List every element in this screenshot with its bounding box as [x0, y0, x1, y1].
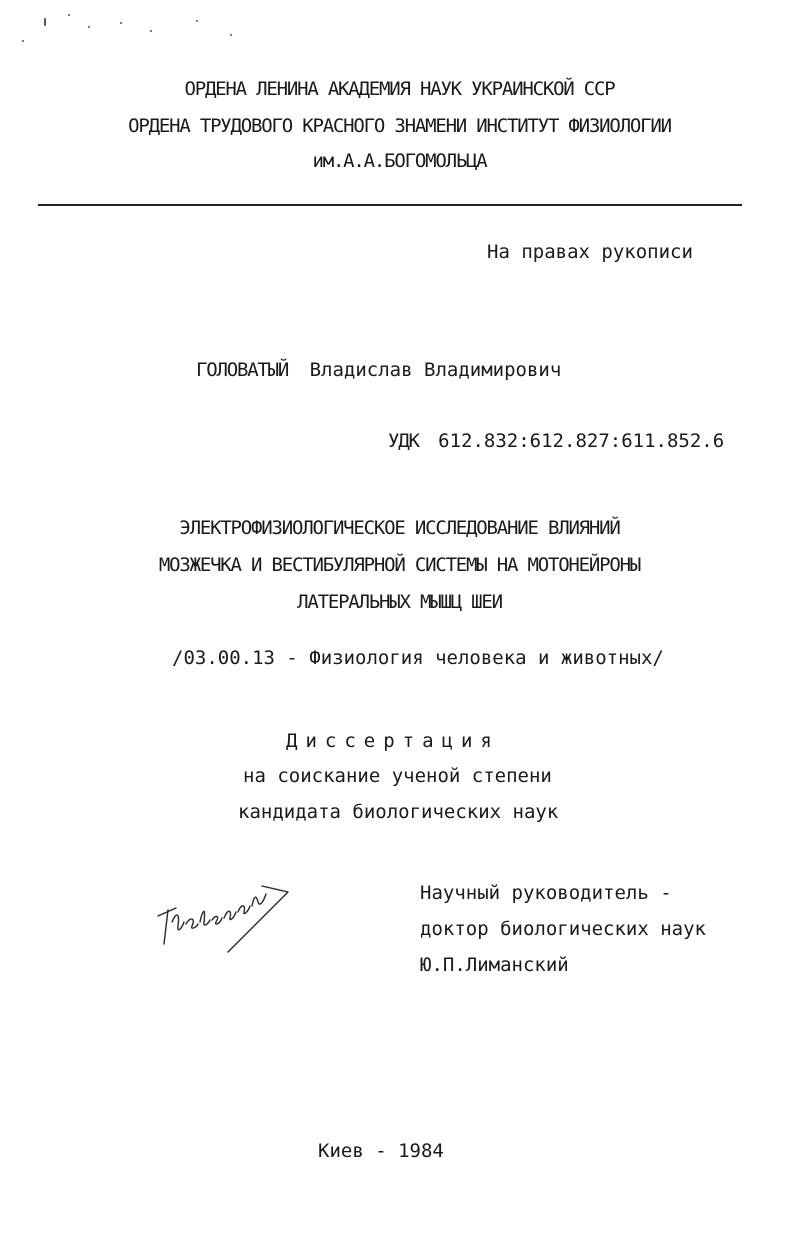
title-line-1: ЭЛЕКТРОФИЗИОЛОГИЧЕСКОЕ ИССЛЕДОВАНИЕ ВЛИЯНИЙ [179, 517, 620, 539]
author-given-names: Владислав Владимирович [309, 359, 562, 381]
degree-line-2: на соискание ученой степени [243, 765, 552, 787]
degree-line-3: кандидата биологических наук [238, 801, 559, 823]
header-divider [38, 204, 742, 206]
udk-line [388, 430, 724, 452]
header-line-1: ОРДЕНА ЛЕНИНА АКАДЕМИЯ НАУК УКРАИНСКОЙ ССР [184, 78, 615, 100]
author-line [196, 359, 561, 381]
degree-heading: Диссертация [286, 730, 500, 752]
author-surname: ГОЛОВАТЫЙ [196, 359, 289, 381]
udk-code: 612.832:612.827:611.852.6 [438, 430, 725, 452]
advisor-line-1: Научный руководитель - [420, 882, 672, 904]
advisor-line-2: доктор биологических наук [420, 918, 706, 940]
header-line-3: им.А.А.БОГОМОЛЬЦА [312, 150, 487, 172]
header-line-2: ОРДЕНА ТРУДОВОГО КРАСНОГО ЗНАМЕНИ ИНСТИТУТ ФИЗИОЛОГИИ [128, 115, 671, 137]
title-line-2: МОЗЖЕЧКА И ВЕСТИБУЛЯРНОЙ СИСТЕМЫ НА МОТОНЕЙРОНЫ [158, 554, 641, 576]
specialty-line: /03.00.13 - Физиология человека и животных/ [172, 647, 664, 669]
place-year: Киев - 1984 [318, 1140, 444, 1162]
udk-label: УДК [388, 430, 419, 452]
rights-note: На правах рукописи [487, 241, 693, 263]
signature-icon [150, 872, 300, 958]
advisor-name: Ю.П.Лиманский [420, 954, 569, 976]
title-line-3: ЛАТЕРАЛЬНЫХ МЫШЦ ШЕИ [297, 591, 502, 613]
